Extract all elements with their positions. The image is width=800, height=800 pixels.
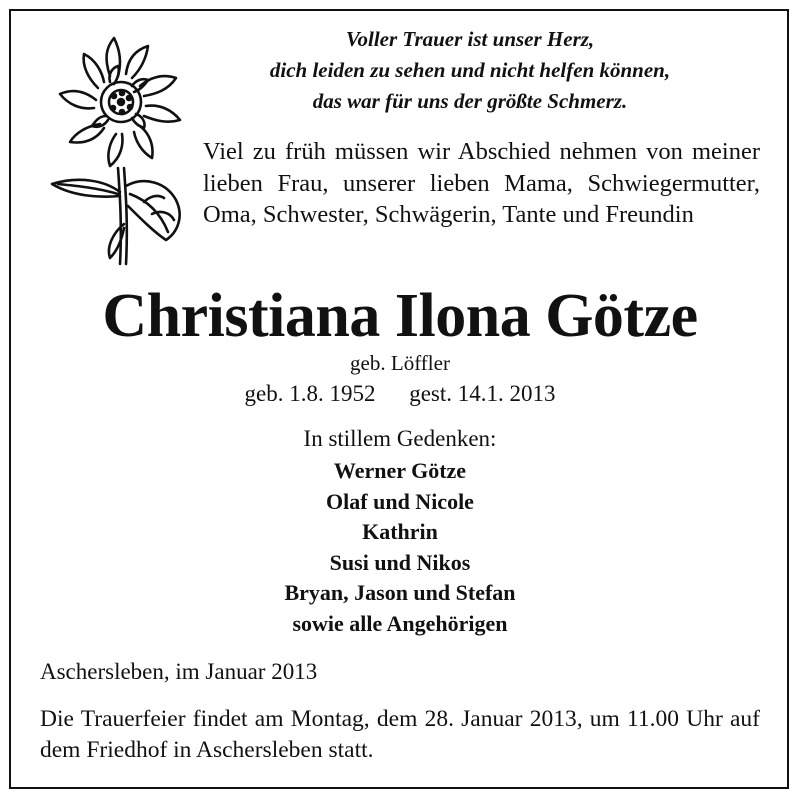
poem-line: das war für uns der größte Schmerz. — [312, 89, 628, 113]
mourner-name: Bryan, Jason und Stefan — [284, 580, 516, 605]
sunflower-icon — [48, 36, 198, 268]
life-dates — [0, 378, 800, 410]
death-date: gest. 14.1. 2013 — [409, 381, 556, 406]
poem-line: dich leiden zu sehen und nicht helfen können, — [269, 58, 671, 82]
place-date: Aschersleben, im Januar 2013 — [40, 659, 318, 684]
mourners-list — [0, 456, 800, 639]
funeral-service-text: Die Trauerfeier findet am Montag, dem 28. Januar 2013, um 11.00 Uhr auf dem Friedhof in Aschersleben statt. — [40, 706, 760, 763]
deceased-name: Christiana Ilona Götze — [102, 282, 698, 350]
memory-label: In stillem Gedenken: — [303, 426, 497, 451]
poem — [210, 24, 730, 117]
mourner-name: Olaf und Nicole — [326, 488, 474, 514]
intro-text: Viel zu früh müssen wir Abschied nehmen von meiner lieben Frau, unserer lieben Mama, Schwiegermutter, Oma, Schwester, Schwägerin, Tante und Freundin — [203, 138, 760, 228]
birth-name: geb. Löffler — [350, 351, 450, 375]
mourner-name: sowie alle Angehörigen — [292, 610, 508, 636]
birth-date: geb. 1.8. 1952 — [244, 381, 376, 406]
mourner-name: Werner Götze — [333, 458, 467, 483]
mourner-name: Susi und Nikos — [329, 549, 471, 575]
poem-line: Voller Trauer ist unser Herz, — [345, 27, 595, 51]
mourner-name: Kathrin — [362, 519, 438, 544]
